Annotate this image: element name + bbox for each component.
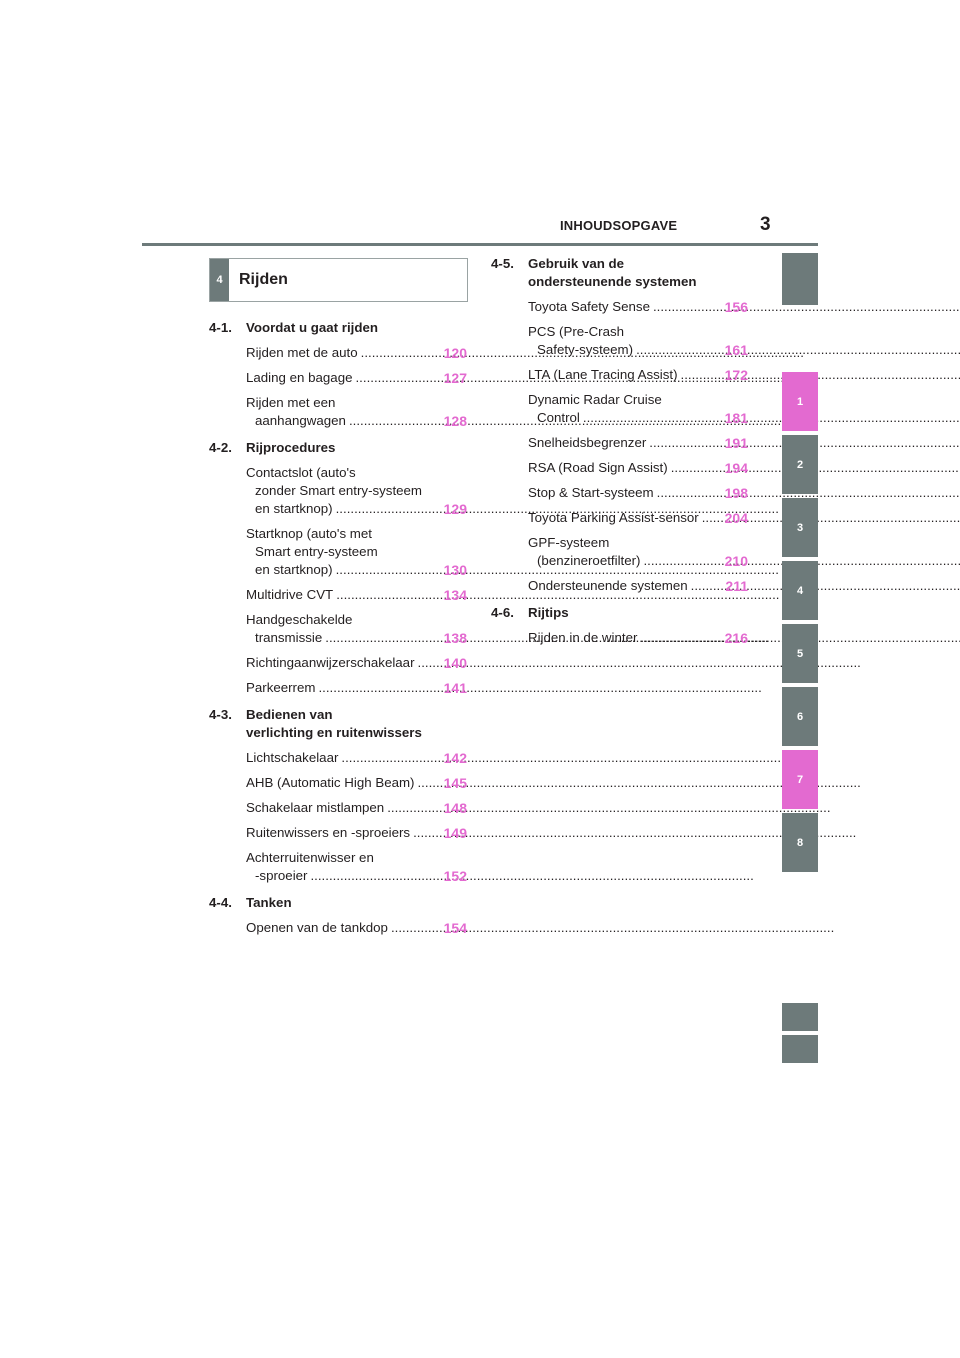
toc-column-right bbox=[491, 255, 748, 647]
chapter-tab[interactable]: 8 bbox=[782, 813, 818, 872]
toc-entry-text bbox=[246, 749, 433, 767]
toc-entry-line: Smart entry-systeem bbox=[255, 544, 378, 559]
toc-group-heading bbox=[491, 255, 748, 291]
toc-entry[interactable] bbox=[528, 298, 748, 316]
toc-entry[interactable] bbox=[246, 654, 467, 672]
toc-entry[interactable] bbox=[528, 629, 748, 647]
chapter-tab[interactable] bbox=[782, 1003, 818, 1031]
toc-entry[interactable] bbox=[246, 394, 467, 430]
toc-entry-line-text: Lichtschakelaar bbox=[246, 750, 339, 765]
toc-entry-line-text: LTA (Lane Tracing Assist) bbox=[528, 367, 678, 382]
toc-group-number: 4-4. bbox=[209, 895, 232, 910]
toc-page-link[interactable]: 172 bbox=[724, 367, 748, 383]
toc-entry[interactable] bbox=[246, 464, 467, 518]
toc-entry[interactable] bbox=[246, 679, 467, 697]
toc-entry-text bbox=[246, 654, 433, 672]
toc-entry-line bbox=[528, 509, 714, 527]
toc-group-title-line: Rijtips bbox=[528, 605, 569, 620]
toc-entry[interactable] bbox=[528, 484, 748, 502]
toc-entry-line bbox=[246, 867, 433, 885]
toc-group-title-line: verlichting en ruitenwissers bbox=[246, 725, 422, 740]
toc-entry-line bbox=[246, 919, 433, 937]
toc-entry[interactable] bbox=[246, 849, 467, 885]
toc-entry-line bbox=[528, 459, 714, 477]
toc-dot-leader bbox=[636, 342, 960, 357]
toc-entry[interactable] bbox=[246, 611, 467, 647]
toc-entry-line-text: Toyota Parking Assist-sensor bbox=[528, 510, 699, 525]
toc-group-title bbox=[246, 439, 467, 457]
toc-entry-text bbox=[528, 391, 714, 427]
toc-page-link[interactable]: 145 bbox=[443, 775, 467, 791]
toc-entry[interactable] bbox=[246, 919, 467, 937]
toc-entry-line-text: Openen van de tankdop bbox=[246, 920, 388, 935]
toc-page-link[interactable]: 148 bbox=[443, 800, 467, 816]
toc-entry-line: Rijden met een bbox=[246, 395, 336, 410]
toc-entry-line bbox=[528, 484, 714, 502]
toc-page-link[interactable]: 181 bbox=[724, 410, 748, 426]
toc-entry-text bbox=[528, 509, 714, 527]
toc-entry-text bbox=[528, 366, 714, 384]
toc-entry-text bbox=[246, 464, 433, 518]
toc-group-title bbox=[528, 604, 748, 622]
toc-group-title-line: Tanken bbox=[246, 895, 292, 910]
toc-entry-line-text: Rijden in de winter bbox=[528, 630, 638, 645]
toc-group-number: 4-2. bbox=[209, 440, 232, 455]
toc-group-title-line: Bedienen van bbox=[246, 707, 333, 722]
toc-group-title bbox=[246, 894, 467, 912]
toc-entry-line bbox=[246, 629, 433, 647]
toc-group-number: 4-6. bbox=[491, 605, 514, 620]
toc-entry-text bbox=[246, 799, 433, 817]
toc-entry[interactable] bbox=[246, 824, 467, 842]
toc-page-link[interactable]: 128 bbox=[443, 413, 467, 429]
toc-entry[interactable] bbox=[246, 749, 467, 767]
toc-group-number: 4-3. bbox=[209, 707, 232, 722]
toc-entry-text bbox=[528, 484, 714, 502]
toc-entry-line-text: (benzineroetfilter) bbox=[537, 553, 641, 568]
toc-entry[interactable] bbox=[246, 799, 467, 817]
toc-group-heading bbox=[209, 894, 467, 912]
toc-entry-line bbox=[246, 679, 433, 697]
toc-entry-line bbox=[528, 409, 714, 427]
toc-entry-line bbox=[528, 341, 714, 359]
toc-dot-leader bbox=[318, 680, 761, 695]
toc-entry[interactable] bbox=[246, 586, 467, 604]
toc-group-title bbox=[528, 255, 748, 291]
toc-entry[interactable] bbox=[528, 577, 748, 595]
toc-entry-line: Handgeschakelde bbox=[246, 612, 353, 627]
header-rule bbox=[142, 243, 818, 246]
toc-page-link[interactable]: 130 bbox=[443, 562, 467, 578]
toc-entry-line: GPF-systeem bbox=[528, 535, 610, 550]
toc-page-link[interactable]: 216 bbox=[724, 630, 748, 646]
toc-entry-text bbox=[528, 629, 714, 647]
toc-entry-line bbox=[246, 749, 433, 767]
toc-entry-text bbox=[528, 459, 714, 477]
toc-entry-text bbox=[246, 919, 433, 937]
toc-entry-text bbox=[246, 849, 433, 885]
toc-entry[interactable] bbox=[528, 323, 748, 359]
toc-entry-line: Contactslot (auto's bbox=[246, 465, 356, 480]
toc-entry-text bbox=[528, 434, 714, 452]
chapter-tab[interactable]: 4 bbox=[782, 561, 818, 620]
toc-entry-text bbox=[246, 611, 433, 647]
toc-page-link[interactable]: 161 bbox=[724, 342, 748, 358]
toc-page-link[interactable]: 149 bbox=[443, 825, 467, 841]
toc-entry[interactable] bbox=[246, 525, 467, 579]
toc-entry-text bbox=[528, 323, 714, 359]
toc-entry-line-text: Rijden met de auto bbox=[246, 345, 358, 360]
toc-column-left bbox=[209, 319, 467, 937]
toc-page-link[interactable]: 198 bbox=[724, 485, 748, 501]
toc-entry-line bbox=[246, 774, 433, 792]
toc-entry-line-text: Lading en bagage bbox=[246, 370, 353, 385]
toc-group-title-line: Rijprocedures bbox=[246, 440, 336, 455]
toc-entry-line bbox=[528, 552, 714, 570]
toc-entry-text bbox=[246, 824, 433, 842]
toc-entry[interactable] bbox=[528, 391, 748, 427]
toc-group-title-line: Gebruik van de bbox=[528, 256, 625, 271]
toc-page-link[interactable]: 211 bbox=[725, 578, 748, 594]
toc-entry-line-text: -sproeier bbox=[255, 868, 308, 883]
header-title: INHOUDSOPGAVE bbox=[560, 218, 678, 233]
toc-entry-line bbox=[246, 586, 433, 604]
toc-page-link[interactable]: 127 bbox=[443, 370, 467, 386]
toc-entry-line-text: en startknop) bbox=[255, 562, 333, 577]
toc-entry-line-text: transmissie bbox=[255, 630, 323, 645]
page-number: 3 bbox=[760, 214, 771, 235]
toc-entry-line bbox=[246, 500, 433, 518]
toc-entry-line-text: Ondersteunende systemen bbox=[528, 578, 688, 593]
chapter-tab[interactable]: 1 bbox=[782, 372, 818, 431]
toc-entry-line bbox=[246, 412, 433, 430]
toc-group-heading bbox=[491, 604, 748, 622]
toc-entry-line-text: AHB (Automatic High Beam) bbox=[246, 775, 415, 790]
toc-dot-leader bbox=[341, 750, 784, 765]
toc-page-link[interactable]: 129 bbox=[443, 501, 467, 517]
toc-page-link[interactable]: 142 bbox=[443, 750, 467, 766]
toc-entry-text bbox=[246, 369, 433, 387]
toc-group-title-line: Voordat u gaat rijden bbox=[246, 320, 378, 335]
toc-page-link[interactable]: 138 bbox=[443, 630, 467, 646]
toc-entry-text bbox=[528, 298, 714, 316]
chapter-tab[interactable] bbox=[782, 253, 818, 305]
toc-group-number: 4-1. bbox=[209, 320, 232, 335]
section-title: Rijden bbox=[239, 271, 288, 288]
toc-entry-line-text: Safety-systeem) bbox=[537, 342, 634, 357]
toc-dot-leader bbox=[583, 410, 960, 425]
toc-entry-line-text: Multidrive CVT bbox=[246, 587, 334, 602]
toc-page-link[interactable]: 210 bbox=[724, 553, 748, 569]
toc-entry[interactable] bbox=[246, 774, 467, 792]
toc-entry[interactable] bbox=[246, 369, 467, 387]
toc-entry-line-text: Ruitenwissers en -sproeiers bbox=[246, 825, 411, 840]
toc-entry-line bbox=[246, 561, 433, 579]
toc-entry-text bbox=[528, 534, 714, 570]
toc-entry[interactable] bbox=[528, 366, 748, 384]
toc-entry-line-text: RSA (Road Sign Assist) bbox=[528, 460, 668, 475]
chapter-tab[interactable] bbox=[782, 1035, 818, 1063]
toc-page-link[interactable]: 152 bbox=[443, 868, 467, 884]
section-number: 4 bbox=[210, 259, 229, 301]
toc-page-link[interactable]: 154 bbox=[443, 920, 467, 936]
toc-entry-line-text: Control bbox=[537, 410, 580, 425]
toc-entry-line: Dynamic Radar Cruise bbox=[528, 392, 662, 407]
toc-page-link[interactable]: 141 bbox=[443, 680, 467, 696]
toc-entry-text bbox=[246, 394, 433, 430]
chapter-tab[interactable]: 6 bbox=[782, 687, 818, 746]
chapter-tab[interactable]: 7 bbox=[782, 750, 818, 809]
toc-dot-leader bbox=[310, 868, 753, 883]
toc-entry-line-text: Schakelaar mistlampen bbox=[246, 800, 385, 815]
toc-group-heading bbox=[209, 439, 467, 457]
toc-entry-line bbox=[246, 344, 433, 362]
toc-entry-line-text: Stop & Start-systeem bbox=[528, 485, 654, 500]
toc-page-link[interactable]: 120 bbox=[443, 345, 467, 361]
toc-entry-line: zonder Smart entry-systeem bbox=[255, 483, 423, 498]
toc-entry-text bbox=[246, 525, 433, 579]
toc-entry-line bbox=[528, 298, 714, 316]
toc-entry-line: PCS (Pre-Crash bbox=[528, 324, 625, 339]
toc-entry-line-text: Toyota Safety Sense bbox=[528, 299, 650, 314]
toc-page-link[interactable]: 140 bbox=[443, 655, 467, 671]
chapter-tab[interactable]: 5 bbox=[782, 624, 818, 683]
toc-entry-line bbox=[246, 654, 433, 672]
toc-entry[interactable] bbox=[528, 534, 748, 570]
toc-page-link[interactable]: 191 bbox=[724, 435, 748, 451]
toc-entry-text bbox=[246, 344, 433, 362]
toc-page-link[interactable]: 156 bbox=[724, 299, 748, 315]
toc-entry-line bbox=[528, 434, 714, 452]
toc-entry-line bbox=[246, 824, 433, 842]
toc-entry-line bbox=[246, 369, 433, 387]
toc-group-heading bbox=[209, 319, 467, 337]
toc-entry-line bbox=[528, 366, 714, 384]
toc-entry-line-text: Parkeerrem bbox=[246, 680, 316, 695]
toc-group-number: 4-5. bbox=[491, 256, 514, 271]
section-header bbox=[209, 258, 468, 302]
toc-entry-line: Startknop (auto's met bbox=[246, 526, 372, 541]
toc-entry-line-text: Richtingaanwijzerschakelaar bbox=[246, 655, 415, 670]
toc-entry[interactable] bbox=[528, 509, 748, 527]
toc-entry-line bbox=[528, 629, 714, 647]
toc-entry-line bbox=[246, 799, 433, 817]
toc-entry-line bbox=[528, 577, 714, 595]
toc-group-title bbox=[246, 706, 467, 742]
toc-entry-line-text: Snelheidsbegrenzer bbox=[528, 435, 647, 450]
toc-group-heading bbox=[209, 706, 467, 742]
toc-entry[interactable] bbox=[528, 459, 748, 477]
toc-group-title-line: ondersteunende systemen bbox=[528, 274, 697, 289]
toc-entry-text bbox=[246, 679, 433, 697]
toc-page-link[interactable]: 134 bbox=[443, 587, 467, 603]
toc-entry[interactable] bbox=[246, 344, 467, 362]
toc-entry-line-text: aanhangwagen bbox=[255, 413, 346, 428]
toc-entry-text bbox=[528, 577, 714, 595]
chapter-tab[interactable]: 3 bbox=[782, 498, 818, 557]
toc-group-title bbox=[246, 319, 467, 337]
toc-page-link[interactable]: 194 bbox=[724, 460, 748, 476]
toc-entry[interactable] bbox=[528, 434, 748, 452]
chapter-tab[interactable]: 2 bbox=[782, 435, 818, 494]
toc-entry-text bbox=[246, 586, 433, 604]
toc-entry-line: Achterruitenwisser en bbox=[246, 850, 374, 865]
toc-entry-line-text: en startknop) bbox=[255, 501, 333, 516]
toc-page-link[interactable]: 204 bbox=[724, 510, 748, 526]
toc-entry-text bbox=[246, 774, 433, 792]
